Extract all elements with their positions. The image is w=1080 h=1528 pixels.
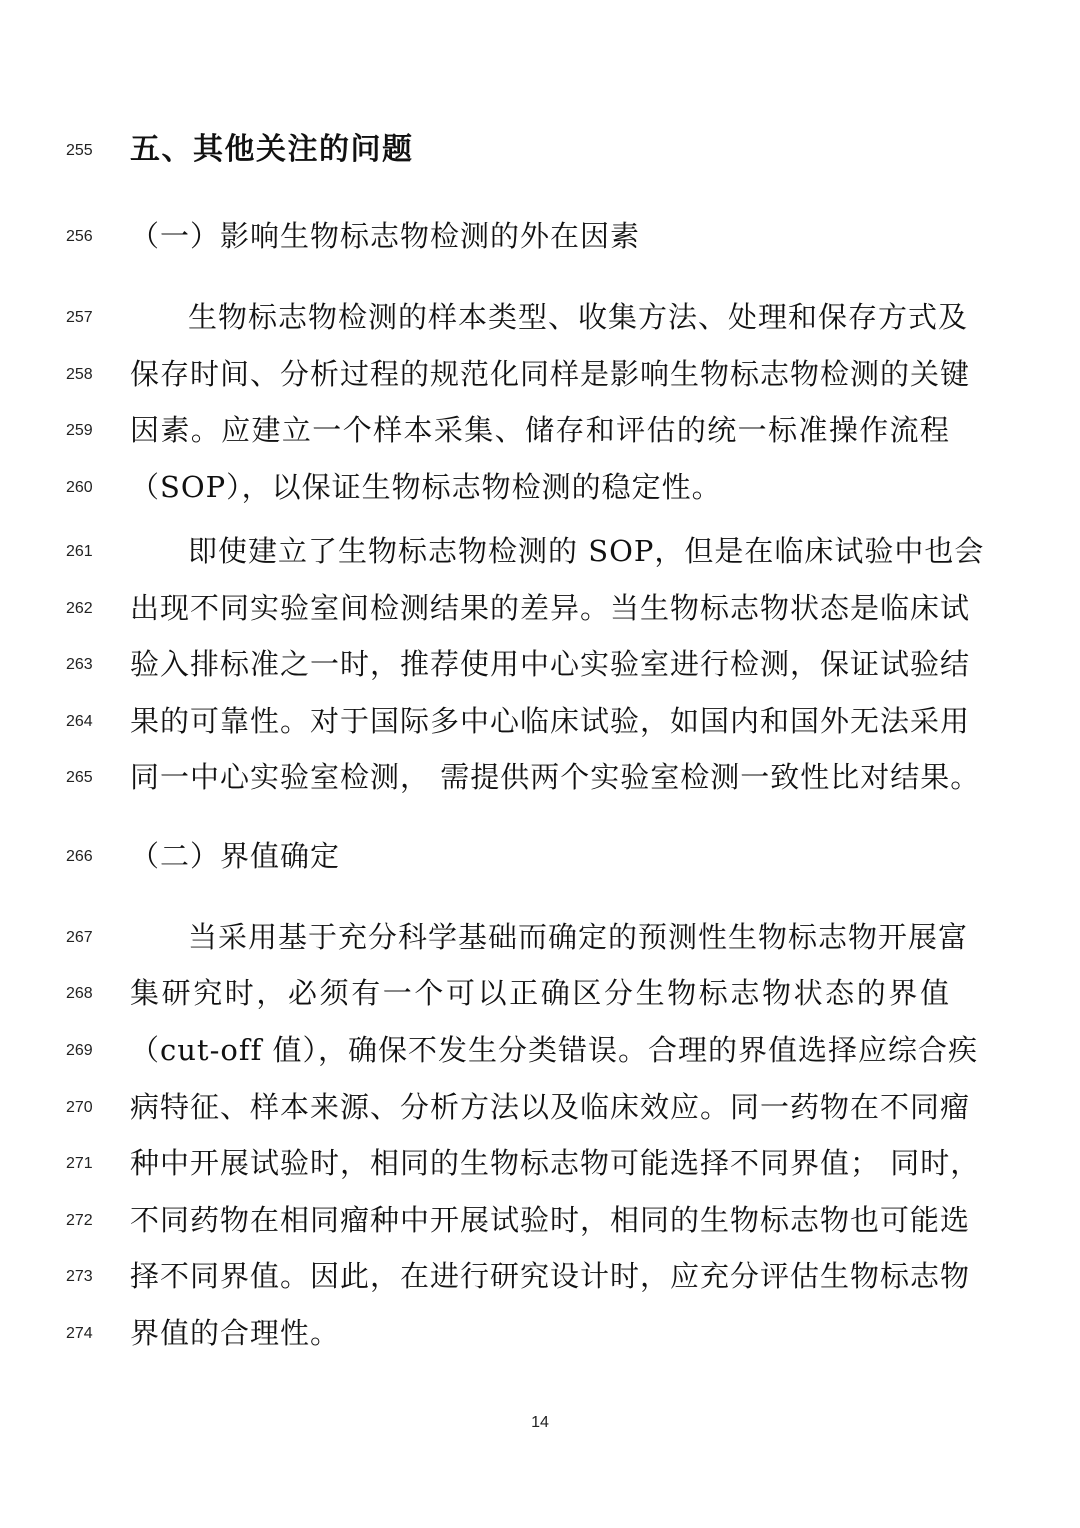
line-number: 261 (66, 543, 93, 560)
body-line (0, 408, 1080, 452)
body-text: 同一中心实验室检测， 需提供两个实验室检测一致性比对结果。 (130, 760, 981, 794)
body-line (0, 642, 1080, 686)
body-line (0, 1254, 1080, 1298)
body-text: 择不同界值。因此，在进行研究设计时，应充分评估生物标志物 (130, 1259, 971, 1293)
body-line (0, 1311, 1080, 1355)
line-number: 263 (66, 656, 93, 673)
body-text: 生物标志物检测的样本类型、收集方法、处理和保存方式及 (188, 300, 969, 334)
line-number: 259 (66, 422, 93, 439)
body-text: 界值的合理性。 (130, 1316, 341, 1350)
body-text: 保存时间、分析过程的规范化同样是影响生物标志物检测的关键 (130, 357, 971, 391)
subsection-heading: （一）影响生物标志物检测的外在因素 (130, 219, 641, 253)
line-number: 271 (66, 1155, 93, 1172)
body-line (0, 352, 1080, 396)
body-line (0, 971, 1080, 1015)
body-line (0, 699, 1080, 743)
line-number: 273 (66, 1268, 93, 1285)
page-number: 14 (531, 1414, 549, 1431)
line-number: 255 (66, 142, 93, 159)
body-line (0, 586, 1080, 630)
body-line (0, 755, 1080, 799)
subsection-heading: （二）界值确定 (130, 839, 341, 873)
body-line (0, 295, 1080, 339)
body-text: 即使建立了生物标志物检测的 SOP，但是在临床试验中也会 (188, 534, 985, 568)
line-number: 268 (66, 985, 93, 1002)
line-number: 274 (66, 1325, 93, 1342)
line-number: 265 (66, 769, 93, 786)
body-text: 病特征、样本来源、分析方法以及临床效应。同一药物在不同瘤 (130, 1090, 971, 1124)
subsection-heading-line (0, 214, 1080, 258)
line-number: 264 (66, 713, 93, 730)
body-text: 种中开展试验时，相同的生物标志物可能选择不同界值； 同时， (130, 1146, 981, 1180)
body-text: 因素。应建立一个样本采集、储存和评估的统一标准操作流程 (130, 413, 950, 447)
line-number: 260 (66, 479, 93, 496)
section-heading-line (0, 128, 1080, 172)
body-line (0, 1198, 1080, 1242)
line-number: 256 (66, 228, 93, 245)
line-number: 262 (66, 600, 93, 617)
body-text: 出现不同实验室间检测结果的差异。当生物标志物状态是临床试 (130, 591, 971, 625)
body-text: （cut-off 值），确保不发生分类错误。合理的界值选择应综合疾 (130, 1033, 979, 1067)
section-heading: 五、其他关注的问题 (130, 132, 414, 167)
body-text: 当采用基于充分科学基础而确定的预测性生物标志物开展富 (188, 920, 969, 954)
subsection-heading-line (0, 834, 1080, 878)
body-line (0, 1141, 1080, 1185)
body-text: 验入排标准之一时，推荐使用中心实验室进行检测，保证试验结 (130, 647, 971, 681)
body-line (0, 1028, 1080, 1072)
line-number: 270 (66, 1099, 93, 1116)
body-text: 集研究时，必须有一个可以正确区分生物标志物状态的界值 (130, 976, 950, 1010)
line-number: 267 (66, 929, 93, 946)
body-line (0, 529, 1080, 573)
body-text: 不同药物在相同瘤种中开展试验时，相同的生物标志物也可能选 (130, 1203, 971, 1237)
body-line (0, 915, 1080, 959)
body-text: （SOP），以保证生物标志物检测的稳定性。 (130, 470, 722, 504)
line-number: 272 (66, 1212, 93, 1229)
line-number: 269 (66, 1042, 93, 1059)
body-text: 果的可靠性。对于国际多中心临床试验，如国内和国外无法采用 (130, 704, 971, 738)
body-line (0, 1085, 1080, 1129)
line-number: 266 (66, 848, 93, 865)
body-line (0, 465, 1080, 509)
line-number: 258 (66, 366, 93, 383)
line-number: 257 (66, 309, 93, 326)
